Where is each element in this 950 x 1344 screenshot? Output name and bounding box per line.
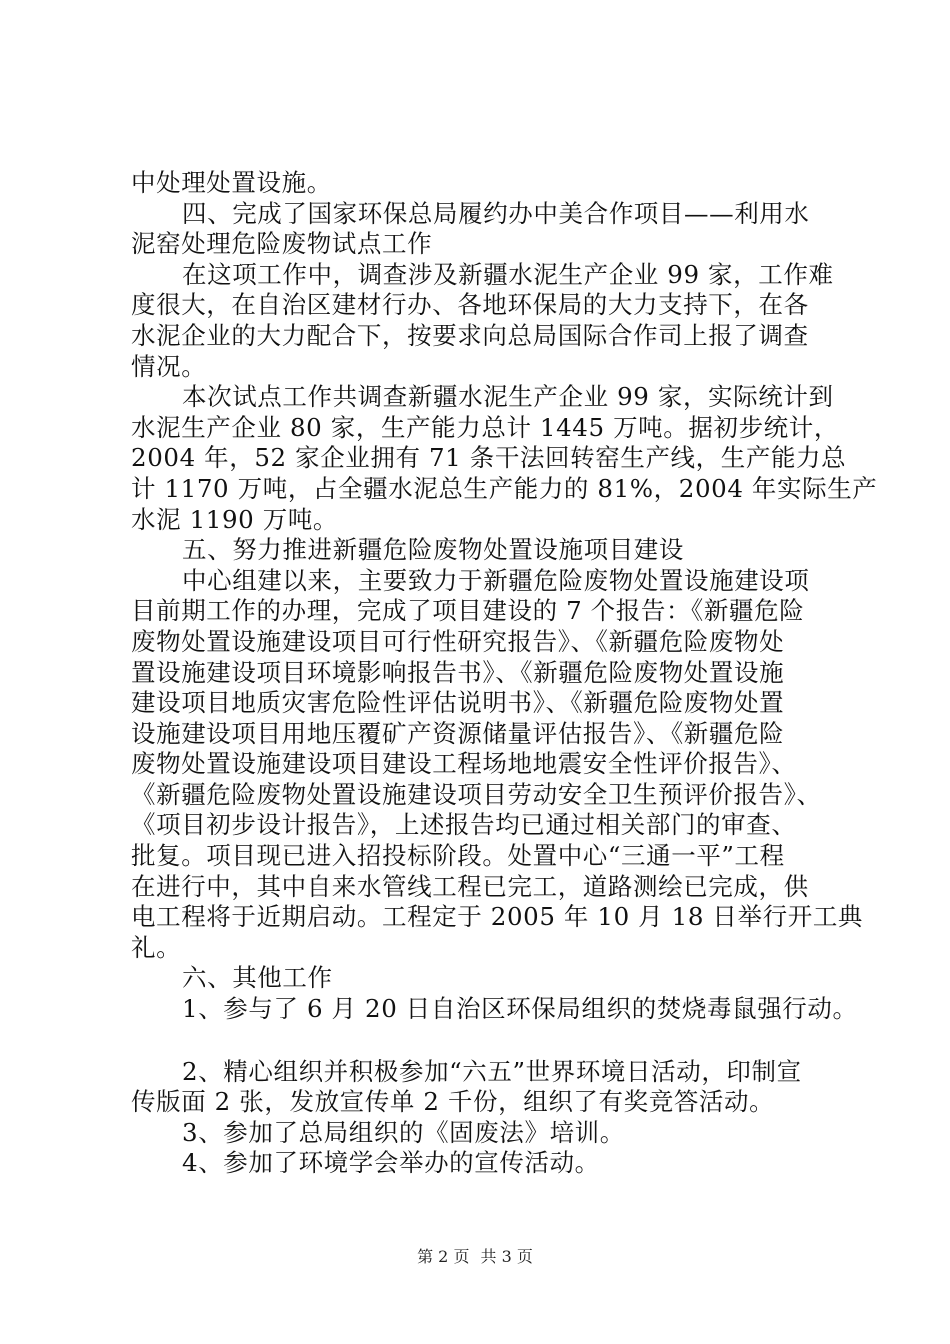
section-heading-continued: 泥窑处理危险废物试点工作	[131, 229, 433, 259]
text-line: 礼。	[131, 932, 182, 962]
list-item: 4、参加了环境学会举办的宣传活动。	[182, 1148, 600, 1178]
section-heading: 六、其他工作	[182, 963, 333, 993]
text-line: 水泥企业的大力配合下，按要求向总局国际合作司上报了调查	[131, 320, 809, 350]
list-item-continued: 传版面 2 张，发放宣传单 2 千份，组织了有奖竞答活动。	[131, 1087, 775, 1117]
section-heading: 四、完成了国家环保总局履约办中美合作项目——利用水	[182, 198, 810, 228]
text-line: 在进行中，其中自来水管线工程已完工，道路测绘已完成，供	[131, 871, 809, 901]
text-line: 电工程将于近期启动。工程定于 2005 年 10 月 18 日举行开工典	[131, 902, 864, 932]
text-line: 批复。项目现已进入招投标阶段。处置中心“三通一平”工程	[131, 841, 785, 871]
text-line: 废物处置设施建设项目建设工程场地地震安全性评价报告》、	[131, 749, 797, 779]
text-line: 废物处置设施建设项目可行性研究报告》、《新疆危险废物处	[131, 626, 785, 656]
text-line: 建设项目地质灾害危险性评估说明书》、《新疆危险废物处置	[131, 688, 785, 718]
text-line: 中处理处置设施。	[131, 168, 332, 197]
text-line: 《项目初步设计报告》，上述报告均已通过相关部门的审查、	[131, 810, 797, 840]
text-line: 计 1170 万吨，占全疆水泥总生产能力的 81%，2004 年实际生产	[131, 473, 878, 503]
section-heading: 五、努力推进新疆危险废物处置设施项目建设	[182, 535, 684, 565]
text-line: 中心组建以来，主要致力于新疆危险废物处置设施建设项	[182, 565, 810, 595]
text-line: 2004 年，52 家企业拥有 71 条干法回转窑生产线，生产能力总	[131, 443, 847, 473]
page-footer	[0, 1247, 950, 1267]
text-line: 情况。	[131, 351, 207, 381]
list-item: 2、精心组织并积极参加“六五”世界环境日活动，印制宣	[182, 1056, 802, 1086]
text-line: 本次试点工作共调查新疆水泥生产企业 99 家，实际统计到	[182, 382, 834, 412]
paragraph-gap	[131, 1025, 831, 1057]
text-line: 水泥生产企业 80 家，生产能力总计 1445 万吨。据初步统计，	[131, 412, 839, 442]
page-number: 第 2 页	[417, 1247, 470, 1266]
list-item: 1、参与了 6 月 20 日自治区环保局组织的焚烧毒鼠强行动。	[182, 994, 858, 1024]
page-total: 共 3 页	[480, 1247, 533, 1266]
document-body	[131, 168, 878, 1179]
text-line: 目前期工作的办理，完成了项目建设的 7 个报告：《新疆危险	[131, 596, 805, 626]
text-line: 置设施建设项目环境影响报告书》、《新疆危险废物处置设施	[131, 657, 785, 687]
text-line: 在这项工作中，调查涉及新疆水泥生产企业 99 家，工作难	[182, 259, 834, 289]
text-line: 水泥 1190 万吨。	[131, 504, 339, 534]
text-line: 度很大，在自治区建材行办、各地环保局的大力支持下，在各	[131, 290, 809, 320]
list-item: 3、参加了总局组织的《固废法》培训。	[182, 1117, 625, 1147]
text-line: 《新疆危险废物处置设施建设项目劳动安全卫生预评价报告》、	[131, 779, 822, 809]
text-line: 设施建设项目用地压覆矿产资源储量评估报告》、《新疆危险	[131, 718, 785, 748]
